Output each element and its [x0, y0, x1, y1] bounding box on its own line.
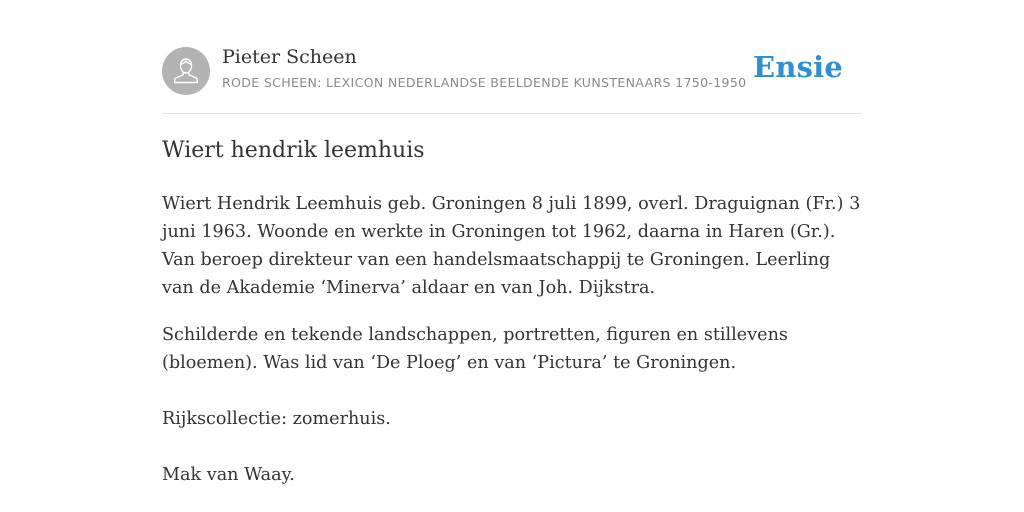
article-header: [162, 0, 862, 114]
article-paragraph: Mak van Waay.: [162, 465, 295, 485]
article-paragraph: Wiert Hendrik Leemhuis geb. Groningen 8 juli 1899, overl. Draguignan (Fr.) 3 juni 1963. Woonde en werkte in Groningen tot 1962, daarna in Haren (Gr.). Van beroep direkteur van een handelsmaatschappij te Groningen. Leerling van de Akademie ‘Minerva’ aldaar en van Joh. Dijkstra.: [162, 194, 861, 298]
user-silhouette-icon: [162, 47, 210, 95]
article-title: Wiert hendrik leemhuis: [162, 138, 425, 163]
article-card: [162, 0, 862, 485]
author-name[interactable]: Pieter Scheen: [222, 46, 357, 68]
source-title[interactable]: RODE SCHEEN: LEXICON NEDERLANDSE BEELDENDE KUNSTENAARS 1750-1950: [222, 75, 747, 90]
article-paragraph: Schilderde en tekende landschappen, portretten, figuren en stillevens (bloemen). Was lid van ‘De Ploeg’ en van ‘Pictura’ te Groningen.: [162, 325, 788, 373]
author-avatar[interactable]: [162, 47, 210, 95]
ensie-logo[interactable]: Ensie: [753, 50, 843, 84]
article-paragraph: Rijkscollectie: zomerhuis.: [162, 409, 391, 429]
article-body: [162, 190, 862, 489]
